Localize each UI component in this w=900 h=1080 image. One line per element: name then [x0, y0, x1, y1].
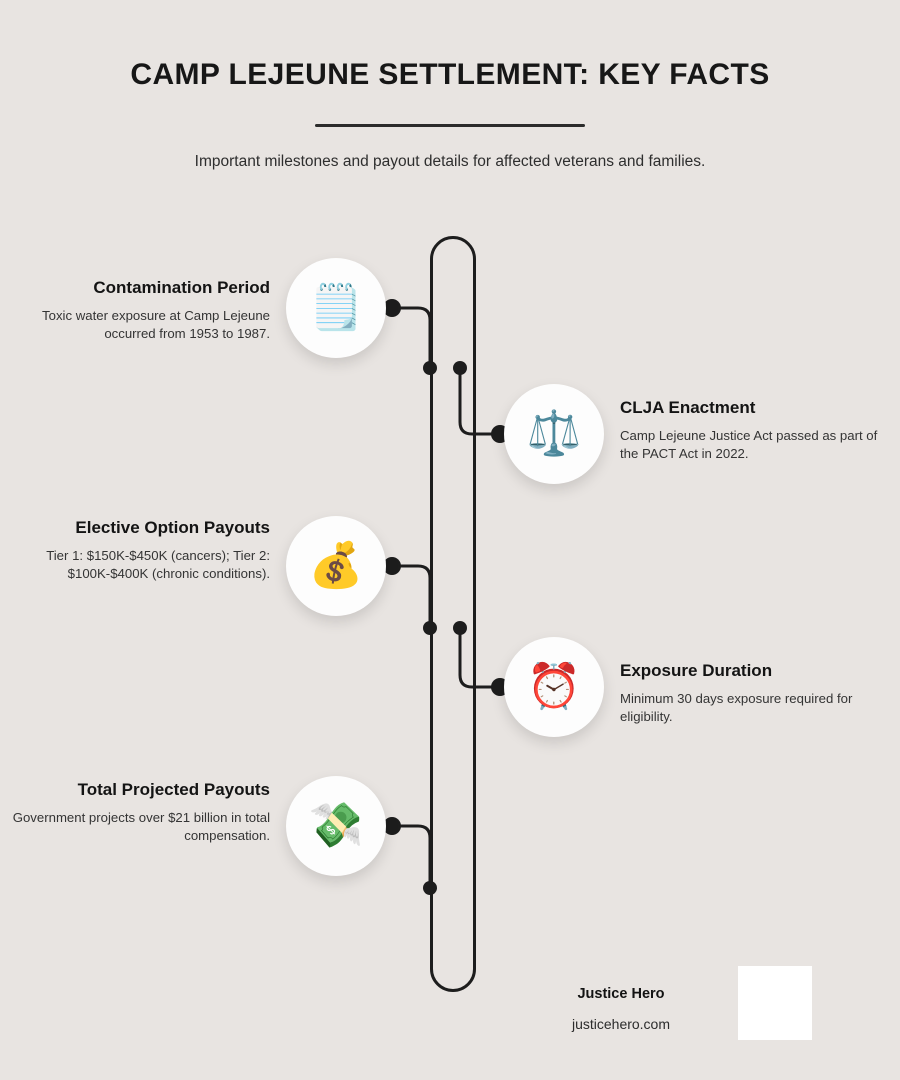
timeline-item-icon-glyph: ⏰: [526, 662, 582, 711]
timeline-item-text: [0, 278, 270, 342]
timeline-item-icon-glyph: 🗒️: [308, 283, 364, 332]
page-subtitle: Important milestones and payout details for affected veterans and families.: [194, 153, 706, 170]
title-divider: [315, 124, 585, 127]
page-title: CAMP LEJEUNE SETTLEMENT: KEY FACTS: [130, 58, 770, 91]
timeline-item-title: CLJA Enactment: [620, 398, 756, 417]
money-with-wings-icon: [286, 776, 386, 876]
brand-name: Justice Hero: [577, 986, 665, 1002]
timeline-item-description: Tier 1: $150K-$450K (cancers); Tier 2: $100K-$400K (chronic conditions).: [46, 548, 270, 581]
money-bag-icon: [286, 516, 386, 616]
footer-brand: [521, 986, 721, 1032]
timeline-spine: [430, 236, 476, 992]
header: [0, 58, 900, 171]
timeline-item-text: [620, 398, 890, 462]
timeline-item-text: [0, 780, 270, 844]
timeline-item-title: Exposure Duration: [620, 661, 773, 680]
timeline-item-description: Camp Lejeune Justice Act passed as part of the PACT Act in 2022.: [620, 428, 878, 461]
balance-scale-icon: [504, 384, 604, 484]
timeline-item-description: Government projects over $21 billion in total compensation.: [12, 810, 270, 843]
timeline-item-title: Total Projected Payouts: [77, 780, 270, 799]
spiral-calendar-icon: [286, 258, 386, 358]
timeline-item-icon-glyph: ⚖️: [526, 409, 582, 458]
alarm-clock-icon: [504, 637, 604, 737]
timeline-item-icon-glyph: 💰: [308, 541, 364, 590]
timeline-item-description: Minimum 30 days exposure required for eligibility.: [620, 691, 853, 724]
timeline-item-description: Toxic water exposure at Camp Lejeune occurred from 1953 to 1987.: [42, 308, 270, 341]
timeline-item-title: Elective Option Payouts: [75, 518, 270, 537]
timeline-item-title: Contamination Period: [93, 278, 270, 297]
brand-logo-placeholder: [738, 966, 812, 1040]
timeline-item-text: [0, 518, 270, 582]
timeline-item-icon-glyph: 💸: [308, 801, 364, 850]
brand-website: justicehero.com: [571, 1016, 671, 1032]
timeline-item-text: [620, 661, 890, 725]
